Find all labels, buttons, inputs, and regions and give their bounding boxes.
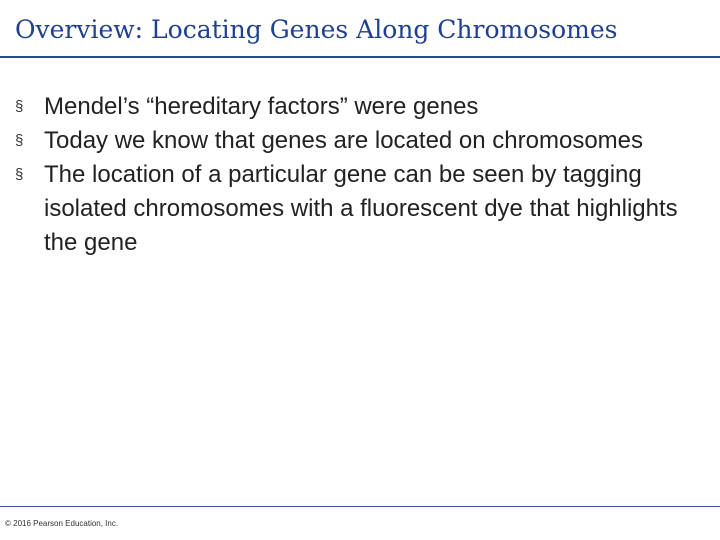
bullet-item <box>12 90 702 124</box>
footer-divider <box>0 506 720 507</box>
bullet-text: Today we know that genes are located on chromosomes <box>44 127 644 154</box>
bullet-item <box>12 158 702 260</box>
title-divider <box>0 56 720 58</box>
bullet-text: The location of a particular gene can be seen by tagging isolated chromosomes with a fluorescent dye that highlights the gene <box>44 161 678 256</box>
bullet-list <box>12 90 702 260</box>
bullet-marker-icon: § <box>15 98 24 115</box>
copyright-footer: © 2016 Pearson Education, Inc. <box>5 519 119 528</box>
bullet-marker-icon: § <box>15 166 24 183</box>
bullet-item <box>12 124 702 158</box>
bullet-text: Mendel’s “hereditary factors” were genes <box>44 93 479 120</box>
bullet-marker-icon: § <box>15 132 24 149</box>
slide-title: Overview: Locating Genes Along Chromosomes <box>15 15 618 44</box>
